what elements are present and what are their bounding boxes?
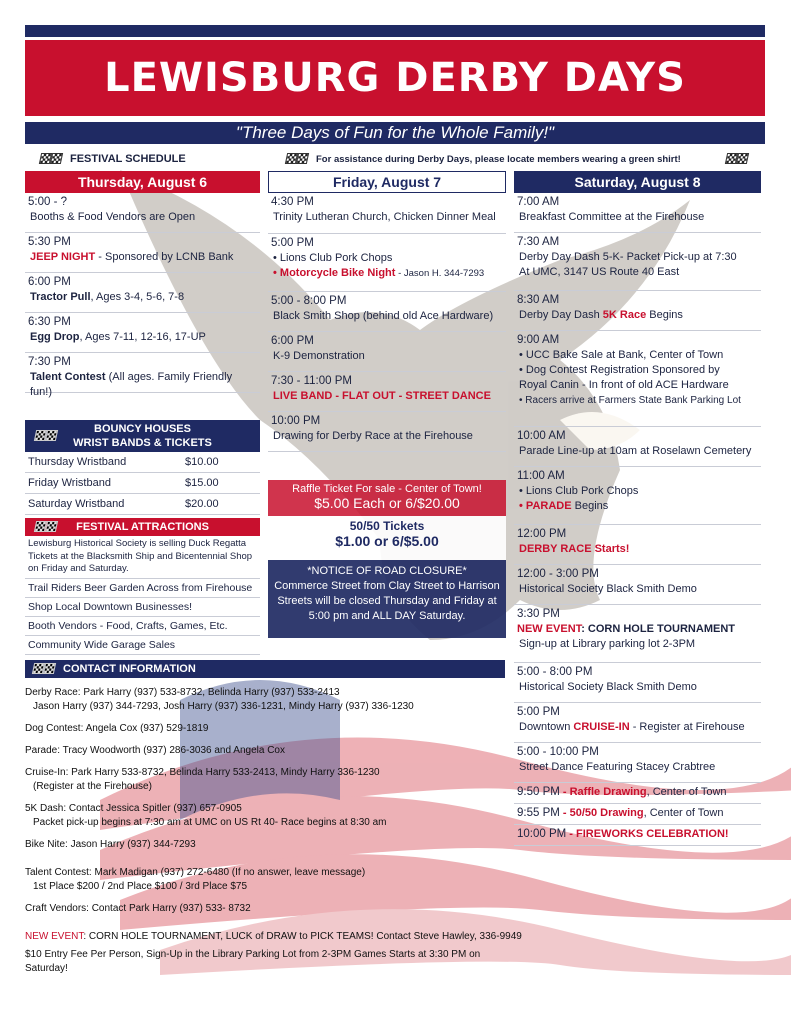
schedule-row: 5:00 - 8:00 PM Black Smith Shop (behind old Ace Hardware) xyxy=(268,292,506,332)
festival-attractions-section xyxy=(25,518,260,655)
wristband-row: Friday Wristband $15.00 xyxy=(25,473,260,494)
schedule-row: 7:00 AM Breakfast Committee at the Firehouse xyxy=(514,193,761,233)
contact-list xyxy=(25,684,525,976)
friday-heading: Friday, August 7 xyxy=(268,171,506,193)
new-event-highlight: NEW EVENT xyxy=(517,623,582,635)
checkered-flag-icon xyxy=(35,521,57,533)
checkered-flag-icon xyxy=(726,153,748,165)
attraction-item: Trail Riders Beer Garden Across from Firehouse xyxy=(25,579,260,598)
top-stripe xyxy=(25,25,765,37)
contact-line: 5K Dash: Contact Jessica Spitler (937) 657-0905 xyxy=(25,803,242,814)
schedule-row: 5:00 - ? Booths & Food Vendors are Open xyxy=(25,193,260,233)
festival-attractions-heading: FESTIVAL ATTRACTIONS xyxy=(25,518,260,536)
friday-column xyxy=(268,171,506,452)
page-title: LEWISBURG DERBY DAYS xyxy=(25,40,765,116)
checkered-flag-icon xyxy=(35,430,57,442)
contact-line: Dog Contest: Angela Cox (937) 529-1819 xyxy=(25,723,209,734)
wristband-row: Thursday Wristband $10.00 xyxy=(25,452,260,473)
bike-night-highlight: • Motorcycle Bike Night xyxy=(273,267,396,279)
contact-line: Cruise-In: Park Harry 533-8732, Belinda Harry 533-2413, Mindy Harry 336-1230 xyxy=(25,767,380,778)
schedule-row: 7:30 - 11:00 PM LIVE BAND - FLAT OUT - STREET DANCE xyxy=(268,372,506,412)
fifty-fifty-box: 50/50 Tickets $1.00 or 6/$5.00 xyxy=(268,516,506,560)
schedule-row: 12:00 PM DERBY RACE Starts! xyxy=(514,525,761,565)
saturday-column xyxy=(514,171,761,846)
schedule-row: 8:30 AM Derby Day Dash 5K Race Begins xyxy=(514,291,761,331)
contact-line: 1st Place $200 / 2nd Place $100 / 3rd Place $75 xyxy=(33,881,248,892)
assistance-text: For assistance during Derby Days, please locate members wearing a green shirt! xyxy=(316,153,681,165)
attraction-item: Community Wide Garage Sales xyxy=(25,636,260,655)
schedule-row: 11:00 AM • Lions Club Pork Chops • PARADE Begins xyxy=(514,467,761,525)
schedule-row: 6:00 PM K-9 Demonstration xyxy=(268,332,506,372)
live-band-highlight: LIVE BAND - FLAT OUT - STREET DANCE xyxy=(273,390,491,402)
page-subtitle: "Three Days of Fun for the Whole Family!" xyxy=(25,122,765,144)
jeep-night-highlight: JEEP NIGHT xyxy=(30,251,96,263)
thursday-column xyxy=(25,171,260,398)
schedule-row: 5:00 PM • Lions Club Pork Chops • Motorcycle Bike Night - Jason H. 344-7293 xyxy=(268,234,506,292)
schedule-row: 12:00 - 3:00 PM Historical Society Black Smith Demo xyxy=(514,565,761,605)
thursday-heading: Thursday, August 6 xyxy=(25,171,260,193)
bouncy-houses-heading: BOUNCY HOUSES WRIST BANDS & TICKETS xyxy=(25,420,260,452)
contact-line: Talent Contest: Mark Madigan (937) 272-6480 (If no answer, leave message) xyxy=(25,867,366,878)
contact-line: Bike Nite: Jason Harry (937) 344-7293 xyxy=(25,839,196,850)
contact-line: Craft Vendors: Contact Park Harry (937) 533- 8732 xyxy=(25,903,251,914)
schedule-row: 3:30 PM NEW EVENT: CORN HOLE TOURNAMENT Sign-up at Library parking lot 2-3PM xyxy=(514,605,761,663)
checkered-flag-icon xyxy=(33,663,55,675)
fee-line: $10 Entry Fee Per Person, Sign-Up in the Library Parking Lot from 2-3PM Games Starts at 3:30 PM on Saturday! xyxy=(25,949,481,974)
schedule-row: 9:50 PM - Raffle Drawing, Center of Town xyxy=(514,783,761,804)
schedule-row: 5:00 - 8:00 PM Historical Society Black Smith Demo xyxy=(514,663,761,703)
schedule-row: 9:00 AM • UCC Bake Sale at Bank, Center of Town • Dog Contest Registration Sponsored by Royal Canin - In front of old ACE Hardware • Racers arrive at Farmers State Bank Parking Lot xyxy=(514,331,761,427)
checkered-flag-icon xyxy=(40,153,62,165)
contact-line: Jason Harry (937) 344-7293, Josh Harry (937) 336-1231, Mindy Harry (937) 336-1230 xyxy=(33,701,414,712)
schedule-row: 5:30 PM JEEP NIGHT - Sponsored by LCNB Bank xyxy=(25,233,260,273)
attraction-item: Lewisburg Historical Society is selling Duck Regatta Tickets at the Blacksmith Ship and Bicentennial Shop on Friday and Saturday. xyxy=(25,536,260,579)
road-closure-notice: *NOTICE OF ROAD CLOSURE* Commerce Street from Clay Street to Harrison Streets will be closed Thursday and Friday at 5:00 pm and ALL DAY Saturday. xyxy=(268,560,506,638)
schedule-row: 5:00 - 10:00 PM Street Dance Featuring Stacey Crabtree xyxy=(514,743,761,783)
raffle-ticket-box: Raffle Ticket For sale - Center of Town! $5.00 Each or 6/$20.00 xyxy=(268,480,506,516)
derby-race-highlight: DERBY RACE Starts! xyxy=(519,543,630,555)
contact-line: Packet pick-up begins at 7:30 am at UMC on US Rt 40- Race begins at 8:30 am xyxy=(33,817,387,828)
schedule-row: 6:00 PM Tractor Pull, Ages 3-4, 5-6, 7-8 xyxy=(25,273,260,313)
contact-heading: CONTACT INFORMATION xyxy=(25,660,505,678)
schedule-row: 7:30 PM Talent Contest (All ages. Family Friendly fun!) xyxy=(25,353,260,393)
bouncy-houses-section xyxy=(25,420,260,515)
schedule-row: 9:55 PM - 50/50 Drawing, Center of Town xyxy=(514,804,761,825)
saturday-heading: Saturday, August 8 xyxy=(514,171,761,193)
festival-schedule-label xyxy=(40,150,260,168)
schedule-row: 4:30 PM Trinity Lutheran Church, Chicken Dinner Meal xyxy=(268,193,506,234)
contact-line: (Register at the Firehouse) xyxy=(33,781,152,792)
assistance-notice xyxy=(286,150,756,168)
schedule-row: 10:00 PM Drawing for Derby Race at the Firehouse xyxy=(268,412,506,452)
wristband-row: Saturday Wristband $20.00 xyxy=(25,494,260,515)
schedule-row: 5:00 PM Downtown CRUISE-IN - Register at Firehouse xyxy=(514,703,761,743)
schedule-row: 10:00 AM Parade Line-up at 10am at Roselawn Cemetery xyxy=(514,427,761,467)
attraction-item: Shop Local Downtown Businesses! xyxy=(25,598,260,617)
schedule-row: 10:00 PM - FIREWORKS CELEBRATION! xyxy=(514,825,761,846)
parade-highlight: • PARADE xyxy=(519,500,572,512)
schedule-row: 6:30 PM Egg Drop, Ages 7-11, 12-16, 17-UP xyxy=(25,313,260,353)
contact-line: Derby Race: Park Harry (937) 533-8732, Belinda Harry (937) 533-2413 xyxy=(25,687,340,698)
raffle-section xyxy=(268,480,506,638)
attraction-item: Booth Vendors - Food, Crafts, Games, Etc. xyxy=(25,617,260,636)
new-event-line: NEW EVENT: CORN HOLE TOURNAMENT, LUCK of DRAW to PICK TEAMS! Contact Steve Hawley, 336-9949 xyxy=(25,931,522,942)
schedule-row: 7:30 AM Derby Day Dash 5-K- Packet Pick-up at 7:30 At UMC, 3147 US Route 40 East xyxy=(514,233,761,291)
festival-schedule-text: FESTIVAL SCHEDULE xyxy=(70,153,186,165)
checkered-flag-icon xyxy=(286,153,308,165)
contact-line: Parade: Tracy Woodworth (937) 286-3036 and Angela Cox xyxy=(25,745,285,756)
